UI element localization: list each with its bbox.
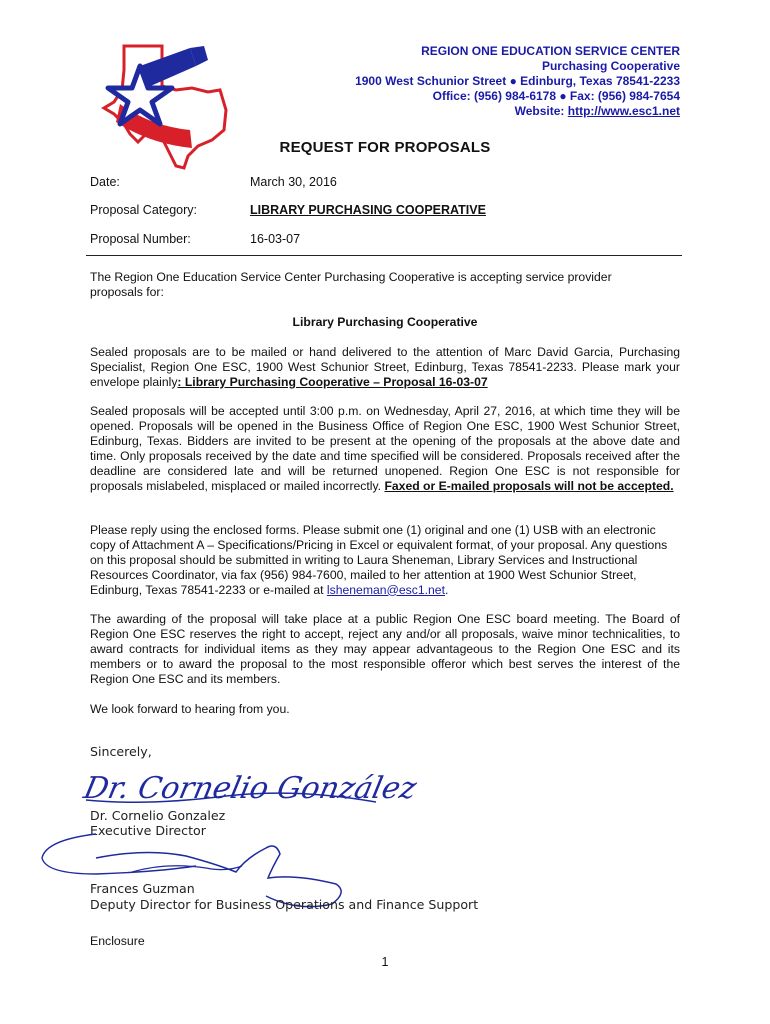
envelope-label: : Library Purchasing Cooperative – Proposal 16-03-07 bbox=[177, 374, 488, 389]
field-value: March 30, 2016 bbox=[250, 175, 337, 189]
division-name: Purchasing Cooperative bbox=[541, 59, 680, 73]
signature-gonzalez bbox=[80, 762, 420, 810]
letterhead bbox=[355, 44, 680, 119]
paragraph-text: Sealed proposals will be accepted until 3:00 p.m. on Wednesday, April 27, 2016, at which time they will be opened. Proposals will be opened in the Business Office of Region One ESC, 1900 West Schunior Street, Edinburg, Texas. Bidders are invited to be present at the opening of the proposals at the above date and time. Only proposals received by the date and time specified will be considered. Proposals received after the deadline are considered late and will be returned unopened. Region One ESC is not responsible for proposals mislabeled, misplaced or mailed incorrectly. bbox=[90, 404, 680, 493]
page-number: 1 bbox=[381, 955, 389, 969]
org-address: 1900 West Schunior Street ● Edinburg, Texas 78541-2233 bbox=[355, 74, 680, 88]
paragraph-text: Please reply using the enclosed forms. Please submit one (1) original and one (1) USB with an electronic copy of Attachment A – Specifications/Pricing in Excel or equivalent format, of your proposal. Any questions on this proposal should be submitted in writing to Laura Sheneman, Library Services and Instructional Resources Coordinator, via fax (956) 984-7600, mailed to her attention at 1900 West Schunior Street, Edinburg, Texas 78541-2233 or e-mailed at bbox=[90, 523, 668, 597]
divider bbox=[86, 255, 682, 256]
website-link[interactable]: http://www.esc1.net bbox=[567, 104, 680, 118]
fax-email-warning: Faxed or E-mailed proposals will not be accepted. bbox=[384, 478, 674, 493]
field-label: Proposal Category: bbox=[90, 203, 198, 217]
closing-line: We look forward to hearing from you. bbox=[90, 702, 290, 716]
signer-name: Dr. Cornelio Gonzalez bbox=[90, 808, 226, 823]
paragraph-text: Sealed proposals are to be mailed or hand delivered to the attention of Marc David Garcia, Purchasing Specialist, Region One ESC, 1900 West Schunior Street, Edinburg, Texas 78541-2233. Please mark your envelope plainly bbox=[90, 345, 680, 389]
signer-name: Frances Guzman bbox=[90, 881, 195, 896]
signature-script: Dr. Cornelio González bbox=[80, 771, 420, 806]
intro-paragraph: The Region One Education Service Center Purchasing Cooperative is accepting service provider proposals for: bbox=[90, 270, 612, 299]
email-link[interactable]: lsheneman@esc1.net bbox=[326, 582, 445, 597]
field-label: Proposal Number: bbox=[90, 232, 191, 246]
website-label: Website: bbox=[514, 104, 568, 118]
signer-title: Executive Director bbox=[90, 823, 206, 838]
field-label: Date: bbox=[90, 175, 120, 189]
subject-line: Library Purchasing Cooperative bbox=[292, 315, 478, 329]
enclosure-note: Enclosure bbox=[90, 934, 145, 948]
org-name: REGION ONE EDUCATION SERVICE CENTER bbox=[421, 44, 680, 58]
paragraph-submission bbox=[90, 523, 680, 598]
paragraph-deadline bbox=[90, 404, 680, 493]
field-value: LIBRARY PURCHASING COOPERATIVE bbox=[250, 203, 486, 217]
paragraph-text: . bbox=[444, 582, 449, 597]
org-phones: Office: (956) 984-6178 ● Fax: (956) 984-7654 bbox=[432, 89, 680, 103]
paragraph-delivery bbox=[90, 345, 680, 390]
salutation: Sincerely, bbox=[90, 744, 152, 759]
field-value: 16-03-07 bbox=[250, 232, 301, 246]
document-title: REQUEST FOR PROPOSALS bbox=[279, 139, 491, 156]
paragraph-awarding: The awarding of the proposal will take place at a public Region One ESC board meeting. The Board of Region One ESC reserves the right to accept, reject any and/or all proposals, waive minor technicalities, to award contracts for individual items as they may appear advantageous to the Region One ESC and its members or to award the proposal to the most responsible offeror which best serves the interest of the Region One ESC and its members. bbox=[90, 612, 680, 686]
signer-title: Deputy Director for Business Operations and Finance Support bbox=[90, 897, 479, 912]
website-line bbox=[355, 104, 680, 119]
